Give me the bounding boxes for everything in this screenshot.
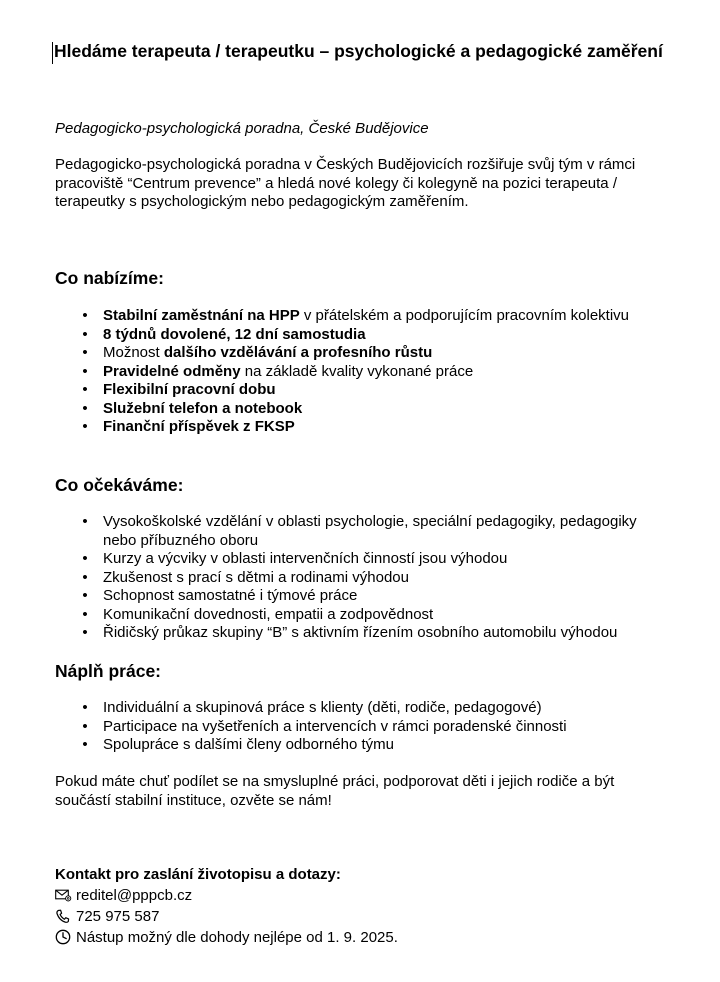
list-item xyxy=(82,344,663,363)
item-bold: Stabilní zaměstnání na HPP xyxy=(103,307,300,324)
offer-list xyxy=(55,307,663,437)
bullet-icon: • xyxy=(82,418,88,435)
start-date-text: Nástup možný dle dohody nejlépe od 1. 9. 2025. xyxy=(76,928,398,946)
list-item xyxy=(82,381,663,400)
bullet-icon: • xyxy=(82,307,88,324)
bullet-icon: • xyxy=(82,736,88,753)
bullet-icon: • xyxy=(82,587,88,604)
contact-title: Kontakt pro zaslání životopisu a dotazy: xyxy=(55,866,341,883)
duties-list xyxy=(55,699,663,755)
item-bold: Finanční příspěvek z FKSP xyxy=(103,418,295,435)
item-text: Řidičský průkaz skupiny “B” s aktivním řízením osobního automobilu výhodou xyxy=(103,624,618,641)
list-item xyxy=(82,399,663,419)
list-item xyxy=(82,568,663,588)
list-item xyxy=(82,325,663,345)
list-item xyxy=(82,513,663,550)
bullet-icon: • xyxy=(82,344,88,361)
subtitle: Pedagogicko-psychologická poradna, České Budějovice xyxy=(55,120,429,137)
item-text: Kurzy a výcviky v oblasti intervenčních činností jsou výhodou xyxy=(103,550,508,567)
list-item xyxy=(82,605,663,625)
intro-paragraph: Pedagogicko-psychologická poradna v Českých Budějovicích rozšiřuje svůj tým v rámci pracoviště “Centrum prevence” a hledá nové kolegy či kolegyně na pozici terapeuta / terapeutky s psychologickým nebo pedagogickým zaměřením. xyxy=(55,156,636,210)
item-text: Vysokoškolské vzdělání v oblasti psychologie, speciální pedagogiky, pedagogiky nebo příbuzného oboru xyxy=(103,513,637,549)
email-icon xyxy=(55,888,72,902)
phone-number[interactable]: 725 975 587 xyxy=(76,907,160,925)
item-bold: Flexibilní pracovní dobu xyxy=(103,381,276,398)
item-text: Komunikační dovednosti, empatii a zodpovědnost xyxy=(103,605,434,623)
item-text: v přátelském a podporujícím pracovním kolektivu xyxy=(299,307,630,324)
bullet-icon: • xyxy=(82,362,88,380)
bullet-icon: • xyxy=(82,325,88,343)
list-item xyxy=(82,736,663,755)
list-item xyxy=(82,624,663,643)
page-title: Hledáme terapeuta / terapeutku – psychologické a pedagogické zaměření xyxy=(54,41,663,61)
item-text: Individuální a skupinová práce s klienty (děti, rodiče, pedagogové) xyxy=(103,699,542,716)
bullet-icon: • xyxy=(82,699,88,716)
item-text: Participace na vyšetřeních a intervencích v rámci poradenské činnosti xyxy=(103,717,567,735)
item-bold: dalšího vzdělávání a profesního růstu xyxy=(163,344,433,361)
bullet-icon: • xyxy=(82,550,88,567)
offer-heading: Co nabízíme: xyxy=(55,268,164,288)
list-item xyxy=(82,699,663,718)
list-item xyxy=(82,418,663,437)
text-cursor xyxy=(52,42,53,64)
list-item xyxy=(82,717,663,737)
bullet-icon: • xyxy=(82,381,88,398)
bullet-icon: • xyxy=(82,568,88,586)
bullet-icon: • xyxy=(82,513,88,530)
closing-paragraph: Pokud máte chuť podílet se na smysluplné práci, podporovat děti i jejich rodiče a být součástí stabilní instituce, ozvěte se nám! xyxy=(55,773,615,809)
item-text: Zkušenost s prací s dětmi a rodinami výhodou xyxy=(103,568,409,586)
expect-heading: Co očekáváme: xyxy=(55,475,184,495)
contact-phone-row xyxy=(55,906,159,926)
duties-heading: Náplň práce: xyxy=(55,661,161,681)
list-item xyxy=(82,550,663,569)
bullet-icon: • xyxy=(82,624,88,641)
item-text: Spolupráce s dalšími členy odborného týmu xyxy=(103,736,394,753)
list-item xyxy=(82,307,663,326)
list-item xyxy=(82,362,663,382)
item-bold: Pravidelné odměny xyxy=(103,362,241,380)
bullet-icon: • xyxy=(82,605,88,623)
expect-list xyxy=(55,513,663,643)
clock-icon xyxy=(55,929,72,945)
item-text: Schopnost samostatné i týmové práce xyxy=(103,587,358,604)
phone-icon xyxy=(55,909,72,924)
contact-email-row xyxy=(55,885,192,905)
email-link[interactable]: reditel@pppcb.cz xyxy=(76,886,193,904)
bullet-icon: • xyxy=(82,399,88,417)
list-item xyxy=(82,587,663,606)
item-text: Možnost xyxy=(103,344,164,361)
item-bold: 8 týdnů dovolené, 12 dní samostudia xyxy=(103,325,366,343)
item-text: na základě kvality vykonané práce xyxy=(240,362,474,380)
item-bold: Služební telefon a notebook xyxy=(103,399,303,417)
contact-start-row xyxy=(55,927,398,947)
bullet-icon: • xyxy=(82,717,88,735)
